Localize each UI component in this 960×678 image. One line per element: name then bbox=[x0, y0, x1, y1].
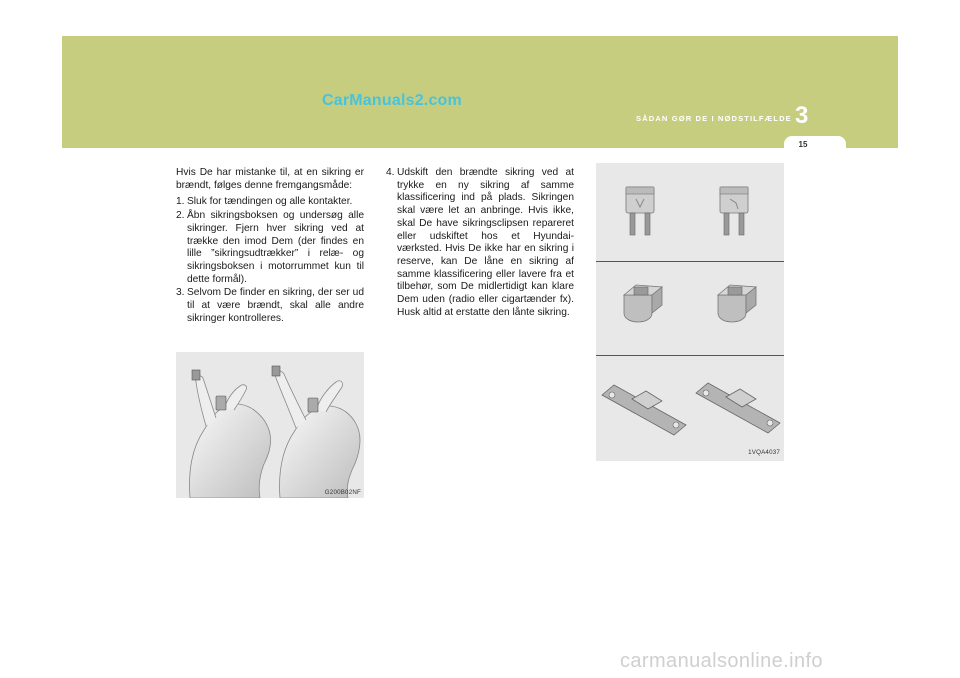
step-text: Udskift den brændte sikring ved at trykke en ny sikring af samme klassificering ind på plads. Sikringen skal være let an anbringe. Hvis ikke, skal De have sikringsclipsen repareret eller udskiftet hos et Hyundai-værksted. Hvis De ikke har en sikring i reserve, kan De låne en sikring af samme klassificering eller lavere fra et tilbehør, som De midlertidigt kan klare Dem uden (radio eller cigartænder fx). Husk altid at erstatte den lånte sikring. bbox=[397, 167, 574, 318]
figure-divider bbox=[596, 261, 784, 262]
footer-watermark: carmanualsonline.info bbox=[620, 650, 823, 672]
figure-code: 1VQA4037 bbox=[748, 449, 780, 456]
step-number: 3. bbox=[176, 287, 185, 299]
chapter-number: 3 bbox=[795, 102, 809, 129]
page-number: 15 bbox=[798, 140, 808, 149]
hands-holding-fuse-icon bbox=[176, 352, 364, 498]
chapter-title: SÅDAN GØR DE I NØDSTILFÆLDE bbox=[636, 114, 792, 123]
figure-code: G200B02NF bbox=[324, 489, 361, 496]
step-text: Åbn sikringsboksen og undersøg alle sikringer. Fjern hver sikring ved at trække den imod Dem (der findes en lille ”sikringsudtrækker” i relæ- og sikringsboksen i motorrummet kun til dette formål). bbox=[187, 210, 364, 285]
list-item bbox=[176, 287, 364, 325]
fuse-icon bbox=[596, 163, 784, 461]
step-number: 1. bbox=[176, 196, 185, 208]
fuse-removal-illustration bbox=[176, 352, 364, 498]
fuse-types-illustration bbox=[596, 163, 784, 461]
intro-paragraph: Hvis De har mistanke til, at en sikring er brændt, følges denne fremgangsmåde: bbox=[176, 167, 364, 191]
watermark-link[interactable]: CarManuals2.com bbox=[322, 92, 462, 109]
header-band bbox=[62, 36, 898, 148]
figure-divider bbox=[596, 355, 784, 356]
left-text-column bbox=[176, 167, 364, 326]
list-item bbox=[176, 210, 364, 286]
step-number: 2. bbox=[176, 210, 185, 222]
step-number: 4. bbox=[386, 167, 395, 178]
list-item bbox=[386, 167, 574, 319]
step-text: Selvom De finder en sikring, der ser ud til at være brændt, skal alle andre sikringer kontrolleres. bbox=[187, 287, 364, 324]
middle-text-column bbox=[386, 167, 574, 320]
list-item bbox=[176, 196, 364, 209]
step-text: Sluk for tændingen og alle kontakter. bbox=[187, 196, 353, 208]
